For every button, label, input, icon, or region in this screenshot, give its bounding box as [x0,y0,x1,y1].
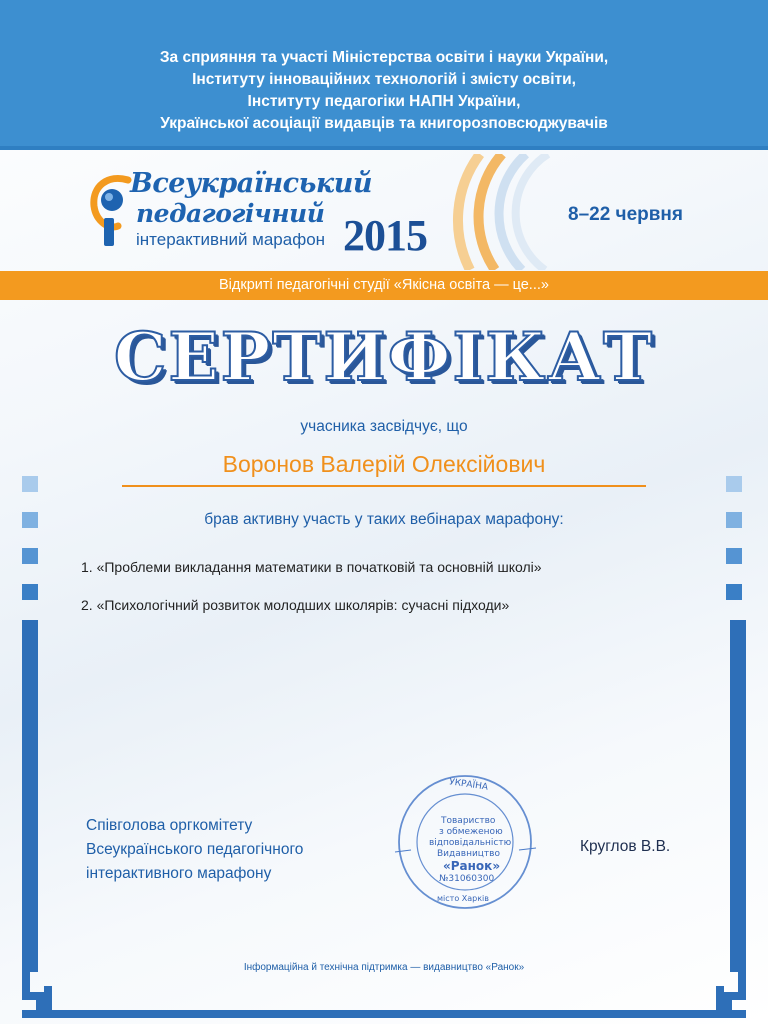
stamp-line-4: Видавництво [437,849,500,859]
recipient-name: Воронов Валерій Олексійович [222,451,546,477]
stamp-country: УКРАЇНА [448,777,489,793]
participation-intro: брав активну участь у таких вебінарах марафону: [204,511,564,528]
frame-square [22,512,38,528]
signature-line-3: інтерактивного марафону [86,865,272,882]
frame-square [22,584,38,600]
header-line-2: Інституту інноваційних технологій і змісту освіти, [192,71,576,88]
event-dates: 8–22 червня [568,204,683,225]
stamp-line-1: Товариство [441,816,496,826]
frame-left-bar [22,620,38,972]
stamp-code: №31060300 [439,874,495,884]
frame-bottom [0,940,768,1024]
logo-line-2: педагогічний [136,199,325,228]
frame-left-squares [22,476,44,620]
certificate-title: СЕРТИФІКАТ [113,318,655,396]
webinar-item-2: 2. «Психологічний розвиток молодших школярів: сучасні підходи» [81,597,510,613]
logo-swirl-icon [88,170,132,250]
webinar-item-1: 1. «Проблеми викладання математики в початковій та основній школі» [81,559,542,575]
marathon-logo [88,166,428,262]
signature-line-2: Всеукраїнського педагогічного [86,841,304,858]
signature-title [86,814,303,886]
header-line-1: За сприяння та участі Міністерства освіти і науки України, [159,49,609,66]
studio-banner: Відкриті педагогічні студії «Якісна освіта — це...» [0,271,768,300]
stamp-publisher: «Ранок» [443,859,501,873]
footer-text: Інформаційна й технічна підтримка — видавництво «Ранок» [243,962,525,973]
stamp-line-3: відповідальністю [429,838,512,848]
header-line-4: Української асоціації видавців та книгорозповсюджувачів [160,115,608,132]
signatory-name: Круглов В.В. [580,838,671,855]
header-band [0,0,768,150]
frame-square [726,548,742,564]
frame-right-squares [726,476,748,620]
frame-square [726,584,742,600]
frame-square [22,476,38,492]
frame-right-bar [730,620,746,972]
signature-line-1: Співголова оргкомітету [86,817,253,834]
logo-line-3: інтерактивний марафон [136,230,326,249]
webinar-list [81,557,701,633]
stamp-city: місто Харків [437,894,489,903]
logo-line-1: Всеукраїнський [130,168,372,199]
frame-square [726,476,742,492]
logo-area [0,154,768,270]
certificate-subtitle: учасника засвідчує, що [300,418,468,435]
frame-square [726,512,742,528]
header-line-3: Інституту педагогіки НАПН України, [247,93,521,110]
official-stamp [393,770,538,915]
recipient-underline [122,485,646,487]
frame-square [22,548,38,564]
stamp-line-2: з обмеженою [439,827,503,837]
logo-year: 2015 [343,211,427,260]
